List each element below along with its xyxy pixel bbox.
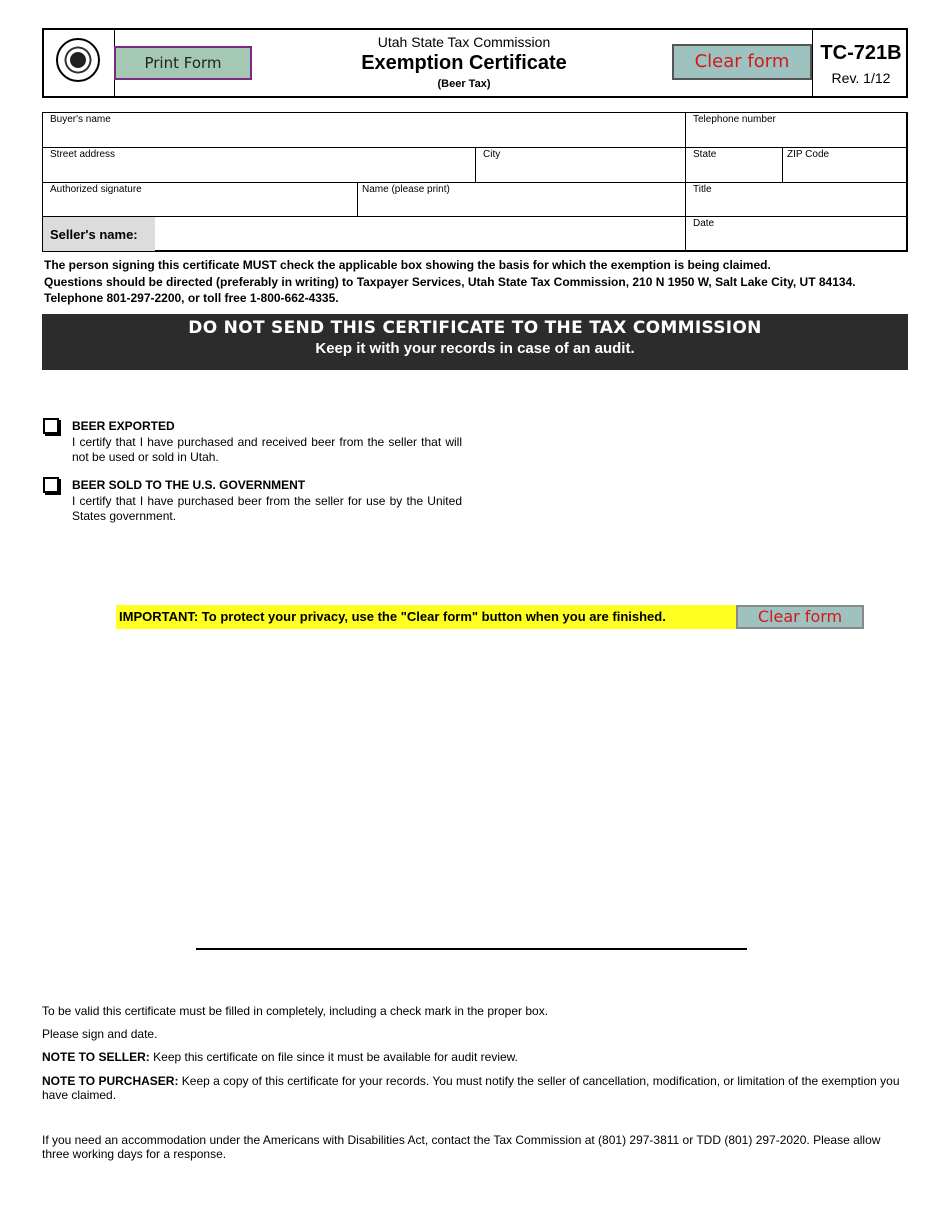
name-print-field[interactable] (358, 183, 686, 217)
beer-exported-checkbox[interactable] (43, 418, 59, 434)
telephone-field[interactable] (686, 113, 907, 148)
page-title: Exemption Certificate (361, 52, 567, 74)
banner-heading: DO NOT SEND THIS CERTIFICATE TO THE TAX COMMISSION (188, 318, 762, 338)
form-number: TC-721B (820, 42, 902, 64)
street-address-field[interactable] (43, 148, 476, 183)
telephone-label: Telephone number (693, 114, 776, 125)
authorized-signature-label: Authorized signature (50, 184, 142, 195)
us-government-text: I certify that I have purchased beer from the seller for use by the United States government. (72, 494, 462, 523)
sellers-name-label-cell (43, 217, 155, 251)
beer-exported-title: BEER EXPORTED (72, 419, 175, 433)
city-field[interactable] (476, 148, 686, 183)
date-field[interactable] (686, 217, 907, 251)
clear-form-button[interactable]: Clear form (672, 44, 812, 80)
form-revision: Rev. 1/12 (831, 70, 891, 86)
sellers-name-label: Seller's name: (50, 227, 138, 242)
beer-exported-text: I certify that I have purchased and received beer from the seller that will not be used or sold in Utah. (72, 435, 462, 464)
form-header (42, 28, 908, 98)
privacy-notice: IMPORTANT: To protect your privacy, use the "Clear form" button when you are finished. (116, 605, 736, 629)
sellers-name-field[interactable] (155, 217, 686, 251)
do-not-send-banner (42, 314, 908, 370)
seal-center (70, 52, 86, 68)
title-label: Title (693, 184, 712, 195)
instructions (44, 257, 914, 307)
sign-note: Please sign and date. (42, 1027, 158, 1041)
name-print-label: Name (please print) (362, 184, 450, 195)
form-id-cell (812, 30, 909, 96)
banner-subheading: Keep it with your records in case of an audit. (315, 340, 635, 357)
seller-note-text: Keep this certificate on file since it must be available for audit review. (153, 1050, 518, 1064)
seller-note (42, 1050, 908, 1064)
date-label: Date (693, 218, 715, 229)
zip-code-field[interactable] (783, 148, 907, 183)
ada-note: If you need an accommodation under the Americans with Disabilities Act, contact the Tax Commission at (801) 297-3811 or TDD (801) 297-2020. Please allow three working days for a response. (42, 1133, 881, 1161)
agency-name: Utah State Tax Commission (377, 34, 551, 50)
zip-code-label: ZIP Code (787, 149, 830, 160)
validity-note: To be valid this certificate must be filled in completely, including a check mark in the proper box. (42, 1004, 549, 1018)
state-seal-icon (56, 38, 100, 82)
city-label: City (483, 149, 501, 160)
purchaser-note-label: NOTE TO PURCHASER: (42, 1074, 179, 1088)
state-label: State (693, 149, 717, 160)
authorized-signature-field[interactable] (43, 183, 358, 217)
page-subtitle: (Beer Tax) (437, 78, 491, 90)
title-field[interactable] (686, 183, 907, 217)
us-government-title: BEER SOLD TO THE U.S. GOVERNMENT (72, 478, 306, 492)
state-field[interactable] (686, 148, 783, 183)
instruction-line: Telephone 801-297-2200, or toll free 1-800-662-4335. (44, 291, 339, 305)
street-address-label: Street address (50, 149, 116, 160)
us-government-checkbox[interactable] (43, 477, 59, 493)
purchaser-note-text: Keep a copy of this certificate for your records. You must notify the seller of cancellation, modification, or limitation of the exemption you have claimed. (42, 1074, 900, 1102)
instruction-line: Questions should be directed (preferably in writing) to Taxpayer Services, Utah State Tax Commission, 210 N 1950 W, Salt Lake City, UT 84134. (44, 274, 856, 289)
print-form-button[interactable]: Print Form (114, 46, 252, 80)
buyer-info-grid (42, 112, 908, 252)
seal-cell (44, 30, 115, 96)
divider-line (196, 948, 747, 950)
instruction-line: The person signing this certificate MUST check the applicable box showing the basis for which the exemption is being claimed. (44, 258, 771, 272)
purchaser-note (42, 1074, 908, 1102)
clear-form-button-bottom[interactable]: Clear form (736, 605, 864, 629)
seller-note-label: NOTE TO SELLER: (42, 1050, 150, 1064)
buyers-name-label: Buyer's name (50, 114, 111, 125)
buyers-name-field[interactable] (43, 113, 686, 148)
